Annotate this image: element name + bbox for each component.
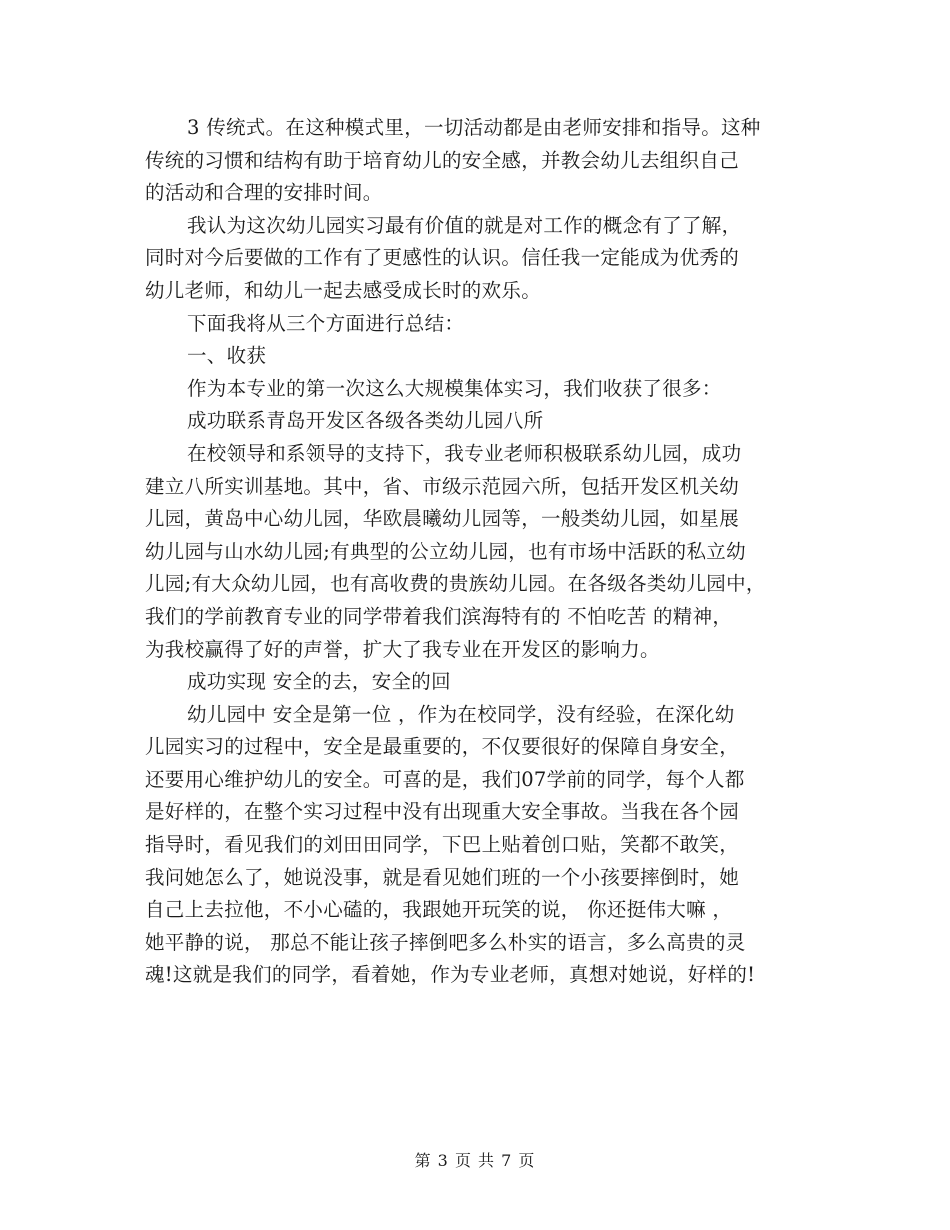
text-line: 儿园，黄岛中心幼儿园，华欧晨曦幼儿园等，一般类幼儿园，如星展 xyxy=(145,507,740,531)
text-line: 成功实现 安全的去，安全的回 xyxy=(187,670,451,694)
text-line: 下面我将从三个方面进行总结： xyxy=(187,311,465,335)
text-line: 在校领导和系领导的支持下，我专业老师积极联系幼儿园，成功 xyxy=(187,441,742,465)
text-line: 是好样的，在整个实习过程中没有出现重大安全事故。当我在各个园 xyxy=(145,800,740,824)
text-line: 我认为这次幼儿园实习最有价值的就是对工作的概念有了了解， xyxy=(187,213,742,237)
text-line: 成功联系青岛开发区各级各类幼儿园八所 xyxy=(187,409,544,433)
text-line: 作为本专业的第一次这么大规模集体实习，我们收获了很多： xyxy=(187,376,722,400)
text-line: 儿园;有大众幼儿园，也有高收费的贵族幼儿园。在各级各类幼儿园中， xyxy=(145,572,766,596)
text-line: 幼儿园中 安全是第一位 ，作为在校同学，没有经验，在深化幼 xyxy=(187,702,735,726)
text-line: 自己上去拉他，不小心磕的，我跟她开玩笑的说， 你还挺伟大嘛 ， xyxy=(145,898,733,922)
text-line: 同时对今后要做的工作有了更感性的认识。信任我一定能成为优秀的 xyxy=(145,246,740,270)
text-line: 一、收获 xyxy=(187,344,267,368)
text-line: 幼儿园与山水幼儿园;有典型的公立幼儿园，也有市场中活跃的私立幼 xyxy=(145,539,746,563)
document-body xyxy=(145,112,825,992)
text-line: 儿园实习的过程中，安全是最重要的，不仅要很好的保障自身安全， xyxy=(145,735,740,759)
text-line: 建立八所实训基地。其中，省、市级示范园六所，包括开发区机关幼 xyxy=(145,474,740,498)
text-line: 还要用心维护幼儿的安全。可喜的是，我们07学前的同学，每个人都 xyxy=(145,767,745,791)
page-footer: 第 3 页 共 7 页 xyxy=(414,1151,536,1170)
text-line: 我们的学前教育专业的同学带着我们滨海特有的 不怕吃苦 的精神， xyxy=(145,604,733,628)
text-line: 指导时，看见我们的刘田田同学，下巴上贴着创口贴，笑都不敢笑， xyxy=(145,833,740,857)
text-line: 幼儿老师，和幼儿一起去感受成长时的欢乐。 xyxy=(145,278,542,302)
text-line: 她平静的说， 那总不能让孩子摔倒吧多么朴实的语言，多么高贵的灵 xyxy=(145,930,746,954)
text-line: 3 传统式。在这种模式里，一切活动都是由老师安排和指导。这种 xyxy=(187,116,761,139)
text-line: 魂!这就是我们的同学，看着她，作为专业老师，真想对她说，好样的! xyxy=(145,963,756,987)
text-line: 传统的习惯和结构有助于培育幼儿的安全感，并教会幼儿去组织自己 xyxy=(145,148,740,172)
text-line: 为我校赢得了好的声誉，扩大了我专业在开发区的影响力。 xyxy=(145,637,660,661)
text-line: 我问她怎么了，她说没事，就是看见她们班的一个小孩要摔倒时，她 xyxy=(145,865,740,889)
text-line: 的活动和合理的安排时间。 xyxy=(145,181,383,205)
